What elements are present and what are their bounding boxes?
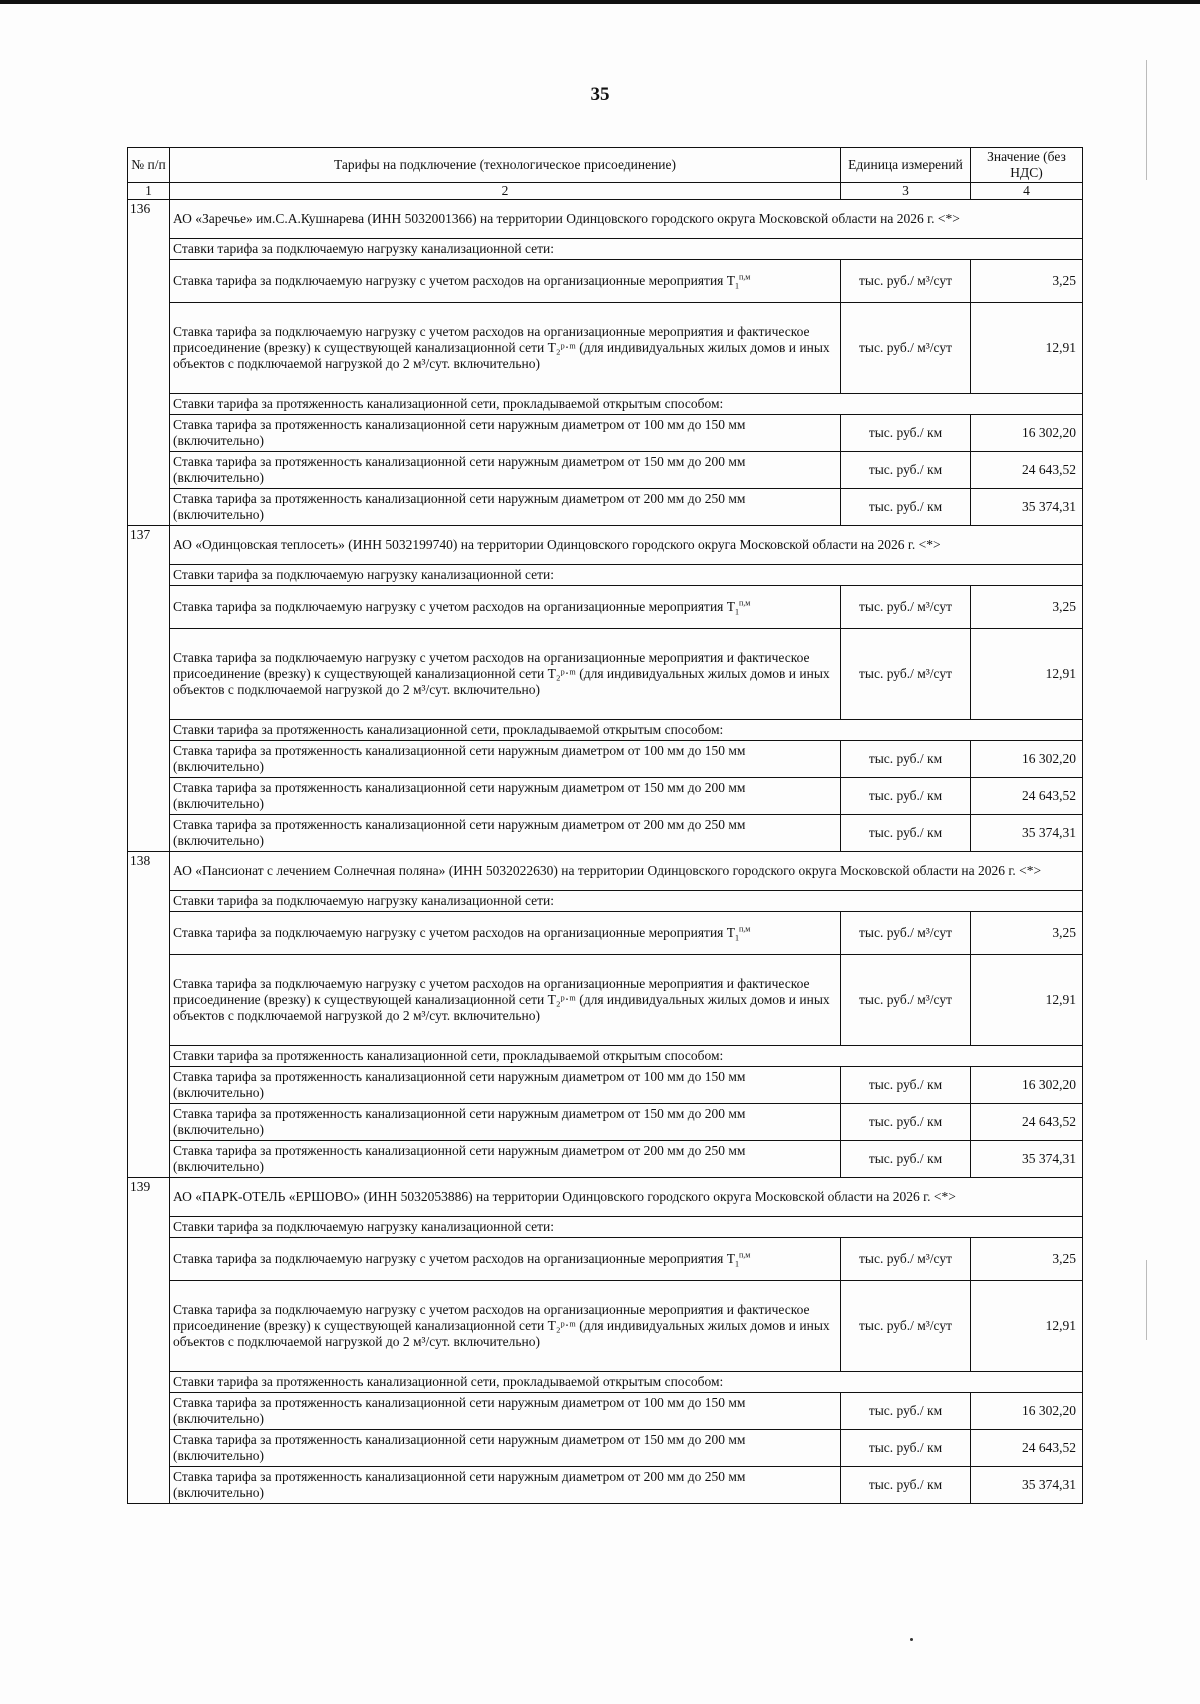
tariff-t1-row xyxy=(128,912,1083,955)
pipe-tariff-value: 35 374,31 xyxy=(971,1467,1083,1504)
index-3: 3 xyxy=(841,183,971,200)
tariff-table xyxy=(127,147,1083,1504)
pipe-tariff-value: 16 302,20 xyxy=(971,1067,1083,1104)
t1-superscript: п,м xyxy=(739,598,751,608)
pipe-tariff-row xyxy=(128,452,1083,489)
pipe-tariff-value: 16 302,20 xyxy=(971,415,1083,452)
pipe-tariff-value: 16 302,20 xyxy=(971,1393,1083,1430)
pipe-tariff-unit: тыс. руб./ км xyxy=(841,741,971,778)
header-value: Значение (без НДС) xyxy=(971,148,1083,183)
tariff-t2-row xyxy=(128,629,1083,720)
section-org-row xyxy=(128,1178,1083,1217)
load-section-title: Ставки тарифа за подключаемую нагрузку канализационной сети: xyxy=(170,239,1083,260)
pipe-tariff-row xyxy=(128,741,1083,778)
tariff-t1-unit: тыс. руб./ м³/сут xyxy=(841,912,971,955)
pipe-tariff-row xyxy=(128,1067,1083,1104)
pipe-tariff-value: 35 374,31 xyxy=(971,1141,1083,1178)
tariff-t1-unit: тыс. руб./ м³/сут xyxy=(841,586,971,629)
header-tariffs: Тарифы на подключение (технологическое присоединение) xyxy=(170,148,841,183)
tariff-t1-label: Ставка тарифа за подключаемую нагрузку с учетом расходов на организационные мероприятия $T_1^{п,м}$ xyxy=(170,912,841,955)
t1-subscript: 1 xyxy=(735,607,740,617)
pipe-tariff-label: Ставка тарифа за протяженность канализационной сети наружным диаметром от 150 мм до 200 мм (включительно) xyxy=(170,1430,841,1467)
pipe-tariff-unit: тыс. руб./ км xyxy=(841,1141,971,1178)
pipe-tariff-value: 24 643,52 xyxy=(971,778,1083,815)
tariff-t2-label: Ставка тарифа за подключаемую нагрузку с учетом расходов на организационные мероприятия и фактическое присоединение (врезку) к существующей канализационной сети T₂ᵖ·ᵐ (для индивидуальных жилых домов и иных объектов с подключаемой нагрузкой до 2 м³/сут. включительно) xyxy=(170,303,841,394)
pipe-tariff-label: Ставка тарифа за протяженность канализационной сети наружным диаметром от 200 мм до 250 мм (включительно) xyxy=(170,1141,841,1178)
pipe-tariff-label: Ставка тарифа за протяженность канализационной сети наружным диаметром от 150 мм до 200 мм (включительно) xyxy=(170,1104,841,1141)
pipe-section-title: Ставки тарифа за протяженность канализационной сети, прокладываемой открытым способом: xyxy=(170,1046,1083,1067)
org-title: АО «Одинцовская теплосеть» (ИНН 5032199740) на территории Одинцовского городского округа Московской области на 2026 г. <*> xyxy=(170,526,1083,565)
tariff-t2-row xyxy=(128,303,1083,394)
page-edge-mark xyxy=(1146,1260,1147,1340)
pipe-tariff-value: 35 374,31 xyxy=(971,489,1083,526)
tariff-t2-unit: тыс. руб./ м³/сут xyxy=(841,1281,971,1372)
section-org-row xyxy=(128,200,1083,239)
pipe-tariff-unit: тыс. руб./ км xyxy=(841,1430,971,1467)
section-number: 139 xyxy=(128,1178,170,1504)
pipe-section-title: Ставки тарифа за протяженность канализационной сети, прокладываемой открытым способом: xyxy=(170,1372,1083,1393)
tariff-t2-value: 12,91 xyxy=(971,629,1083,720)
pipe-tariff-label: Ставка тарифа за протяженность канализационной сети наружным диаметром от 100 мм до 150 мм (включительно) xyxy=(170,1393,841,1430)
section-number: 138 xyxy=(128,852,170,1178)
page-number: 35 xyxy=(590,84,610,105)
pipe-section-row xyxy=(128,1046,1083,1067)
pipe-tariff-row xyxy=(128,415,1083,452)
pipe-tariff-unit: тыс. руб./ км xyxy=(841,415,971,452)
load-section-title: Ставки тарифа за подключаемую нагрузку канализационной сети: xyxy=(170,1217,1083,1238)
pipe-tariff-unit: тыс. руб./ км xyxy=(841,1467,971,1504)
scan-speck xyxy=(910,1638,913,1641)
pipe-tariff-unit: тыс. руб./ км xyxy=(841,452,971,489)
tariff-t1-label: Ставка тарифа за подключаемую нагрузку с учетом расходов на организационные мероприятия $T_1^{п,м}$ xyxy=(170,586,841,629)
tariff-t2-value: 12,91 xyxy=(971,1281,1083,1372)
load-section-row xyxy=(128,565,1083,586)
t1-subscript: 1 xyxy=(735,933,740,943)
section-org-row xyxy=(128,526,1083,565)
tariff-t1-value: 3,25 xyxy=(971,586,1083,629)
pipe-tariff-value: 24 643,52 xyxy=(971,1430,1083,1467)
table-header-row xyxy=(128,148,1083,183)
pipe-tariff-unit: тыс. руб./ км xyxy=(841,1104,971,1141)
tariff-t1-unit: тыс. руб./ м³/сут xyxy=(841,260,971,303)
pipe-tariff-label: Ставка тарифа за протяженность канализационной сети наружным диаметром от 200 мм до 250 мм (включительно) xyxy=(170,1467,841,1504)
org-title: АО «ПАРК-ОТЕЛЬ «ЕРШОВО» (ИНН 5032053886) на территории Одинцовского городского округа Московской области на 2026 г. <*> xyxy=(170,1178,1083,1217)
tariff-t1-row xyxy=(128,586,1083,629)
top-border xyxy=(0,0,1200,4)
t1-superscript: п,м xyxy=(739,272,751,282)
tariff-t1-label: Ставка тарифа за подключаемую нагрузку с учетом расходов на организационные мероприятия $T_1^{п,м}$ xyxy=(170,1238,841,1281)
tariff-t2-unit: тыс. руб./ м³/сут xyxy=(841,629,971,720)
pipe-tariff-unit: тыс. руб./ км xyxy=(841,1393,971,1430)
header-number: № п/п xyxy=(128,148,170,183)
pipe-tariff-label: Ставка тарифа за протяженность канализационной сети наружным диаметром от 200 мм до 250 мм (включительно) xyxy=(170,815,841,852)
pipe-tariff-label: Ставка тарифа за протяженность канализационной сети наружным диаметром от 100 мм до 150 мм (включительно) xyxy=(170,1067,841,1104)
load-section-title: Ставки тарифа за подключаемую нагрузку канализационной сети: xyxy=(170,565,1083,586)
index-4: 4 xyxy=(971,183,1083,200)
section-org-row xyxy=(128,852,1083,891)
pipe-tariff-label: Ставка тарифа за протяженность канализационной сети наружным диаметром от 100 мм до 150 мм (включительно) xyxy=(170,741,841,778)
header-unit: Единица измерений xyxy=(841,148,971,183)
page-edge-mark xyxy=(1146,60,1147,180)
tariff-t1-label: Ставка тарифа за подключаемую нагрузку с учетом расходов на организационные мероприятия $T_1^{п,м}$ xyxy=(170,260,841,303)
pipe-tariff-value: 24 643,52 xyxy=(971,452,1083,489)
pipe-section-row xyxy=(128,720,1083,741)
pipe-tariff-unit: тыс. руб./ км xyxy=(841,489,971,526)
tariff-t2-unit: тыс. руб./ м³/сут xyxy=(841,955,971,1046)
tariff-t1-row xyxy=(128,260,1083,303)
pipe-tariff-value: 16 302,20 xyxy=(971,741,1083,778)
pipe-tariff-row xyxy=(128,1393,1083,1430)
tariff-t1-value: 3,25 xyxy=(971,1238,1083,1281)
tariff-t2-value: 12,91 xyxy=(971,303,1083,394)
tariff-t2-label: Ставка тарифа за подключаемую нагрузку с учетом расходов на организационные мероприятия и фактическое присоединение (врезку) к существующей канализационной сети T₂ᵖ·ᵐ (для индивидуальных жилых домов и иных объектов с подключаемой нагрузкой до 2 м³/сут. включительно) xyxy=(170,955,841,1046)
pipe-section-row xyxy=(128,394,1083,415)
pipe-tariff-label: Ставка тарифа за протяженность канализационной сети наружным диаметром от 150 мм до 200 мм (включительно) xyxy=(170,452,841,489)
pipe-tariff-label: Ставка тарифа за протяженность канализационной сети наружным диаметром от 200 мм до 250 мм (включительно) xyxy=(170,489,841,526)
pipe-tariff-unit: тыс. руб./ км xyxy=(841,815,971,852)
tariff-t2-value: 12,91 xyxy=(971,955,1083,1046)
t1-superscript: п,м xyxy=(739,1250,751,1260)
load-section-row xyxy=(128,239,1083,260)
index-2: 2 xyxy=(170,183,841,200)
pipe-tariff-row xyxy=(128,1430,1083,1467)
section-number: 136 xyxy=(128,200,170,526)
pipe-tariff-row xyxy=(128,1141,1083,1178)
pipe-tariff-value: 24 643,52 xyxy=(971,1104,1083,1141)
pipe-tariff-row xyxy=(128,489,1083,526)
pipe-tariff-value: 35 374,31 xyxy=(971,815,1083,852)
tariff-t2-label: Ставка тарифа за подключаемую нагрузку с учетом расходов на организационные мероприятия и фактическое присоединение (врезку) к существующей канализационной сети T₂ᵖ·ᵐ (для индивидуальных жилых домов и иных объектов с подключаемой нагрузкой до 2 м³/сут. включительно) xyxy=(170,1281,841,1372)
table-index-row xyxy=(128,183,1083,200)
pipe-tariff-label: Ставка тарифа за протяженность канализационной сети наружным диаметром от 150 мм до 200 мм (включительно) xyxy=(170,778,841,815)
tariff-t1-value: 3,25 xyxy=(971,260,1083,303)
t1-subscript: 1 xyxy=(735,1259,740,1269)
pipe-tariff-unit: тыс. руб./ км xyxy=(841,1067,971,1104)
pipe-section-row xyxy=(128,1372,1083,1393)
pipe-tariff-unit: тыс. руб./ км xyxy=(841,778,971,815)
tariff-t2-row xyxy=(128,955,1083,1046)
pipe-tariff-row xyxy=(128,815,1083,852)
pipe-tariff-row xyxy=(128,1467,1083,1504)
section-number: 137 xyxy=(128,526,170,852)
pipe-section-title: Ставки тарифа за протяженность канализационной сети, прокладываемой открытым способом: xyxy=(170,720,1083,741)
tariff-t2-unit: тыс. руб./ м³/сут xyxy=(841,303,971,394)
load-section-title: Ставки тарифа за подключаемую нагрузку канализационной сети: xyxy=(170,891,1083,912)
tariff-t1-unit: тыс. руб./ м³/сут xyxy=(841,1238,971,1281)
index-1: 1 xyxy=(128,183,170,200)
tariff-t1-row xyxy=(128,1238,1083,1281)
t1-superscript: п,м xyxy=(739,924,751,934)
pipe-section-title: Ставки тарифа за протяженность канализационной сети, прокладываемой открытым способом: xyxy=(170,394,1083,415)
pipe-tariff-label: Ставка тарифа за протяженность канализационной сети наружным диаметром от 100 мм до 150 мм (включительно) xyxy=(170,415,841,452)
load-section-row xyxy=(128,1217,1083,1238)
pipe-tariff-row xyxy=(128,1104,1083,1141)
pipe-tariff-row xyxy=(128,778,1083,815)
tariff-t1-value: 3,25 xyxy=(971,912,1083,955)
load-section-row xyxy=(128,891,1083,912)
t1-subscript: 1 xyxy=(735,281,740,291)
org-title: АО «Пансионат с лечением Солнечная поляна» (ИНН 5032022630) на территории Одинцовского городского округа Московской области на 2026 г. <*> xyxy=(170,852,1083,891)
tariff-t2-label: Ставка тарифа за подключаемую нагрузку с учетом расходов на организационные мероприятия и фактическое присоединение (врезку) к существующей канализационной сети T₂ᵖ·ᵐ (для индивидуальных жилых домов и иных объектов с подключаемой нагрузкой до 2 м³/сут. включительно) xyxy=(170,629,841,720)
tariff-t2-row xyxy=(128,1281,1083,1372)
org-title: АО «Заречье» им.С.А.Кушнарева (ИНН 5032001366) на территории Одинцовского городского округа Московской области на 2026 г. <*> xyxy=(170,200,1083,239)
